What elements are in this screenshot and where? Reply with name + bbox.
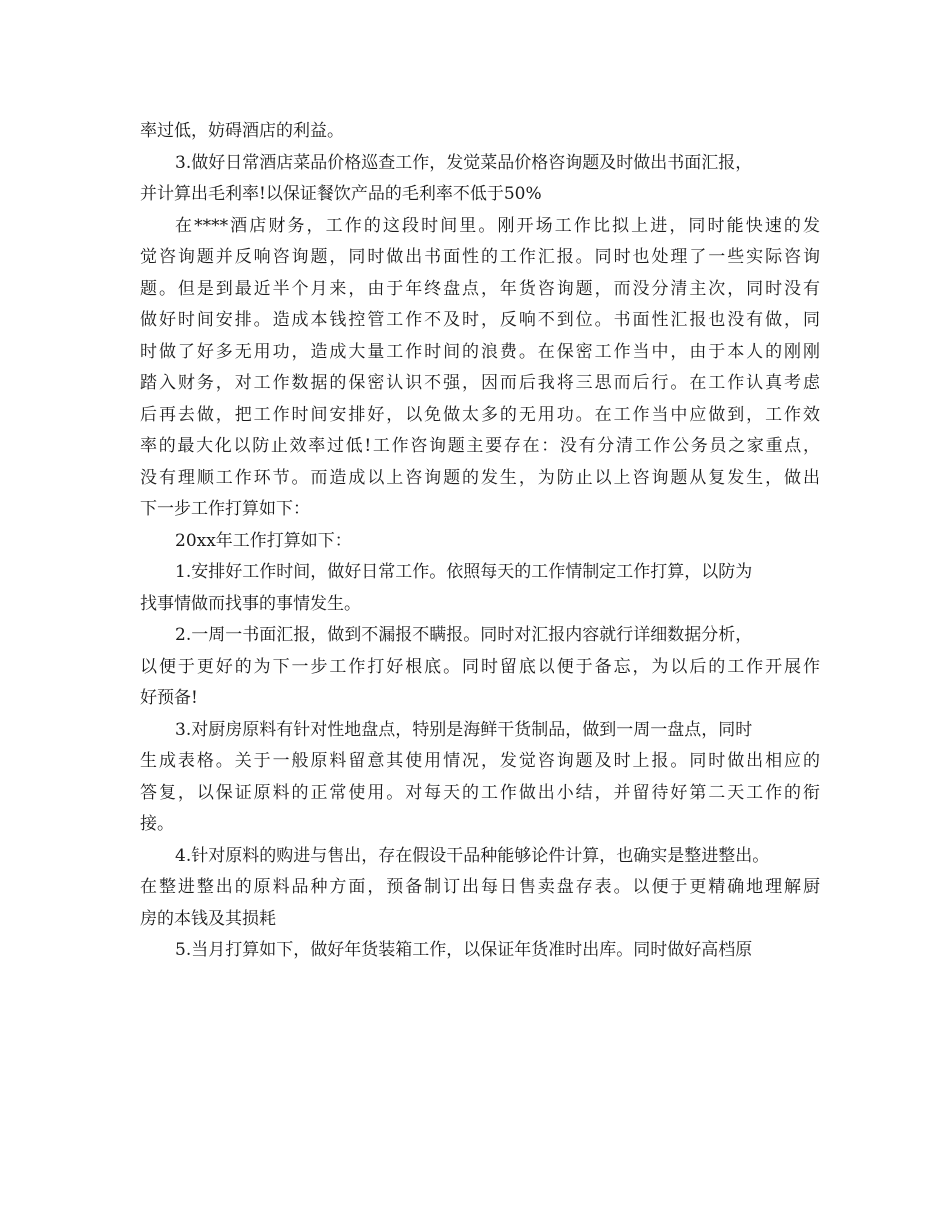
text-line: 下一步工作打算如下：: [140, 499, 310, 519]
text-line: 后再去做，把工作时间安排好，以免做太多的无用功。在工作当中应做到，工作效: [140, 404, 820, 425]
text-line: 生成表格。关于一般原料留意其使用情况，发觉咨询题及时上报。同时做出相应的: [140, 751, 820, 771]
text-line: 2.一周一书面汇报，做到不漏报不瞒报。同时对汇报内容就行详细数据分析，: [175, 625, 753, 645]
text-line: 并计算出毛利率!以保证餐饮产品的毛利率不低于50%: [140, 184, 542, 204]
text-line: 觉咨询题并反响咨询题，同时做出书面性的工作汇报。同时也处理了一些实际咨询: [140, 247, 820, 267]
text-line: 房的本钱及其损耗: [140, 908, 276, 929]
text-line: 以便于更好的为下一步工作打好根底。同时留底以便于备忘，为以后的工作开展作: [140, 656, 820, 677]
text-line: 在整进整出的原料品种方面，预备制订出每日售卖盘存表。以便于更精确地理解厨: [140, 877, 820, 897]
text-line: 做好时间安排。造成本钱控管工作不及时，反响不到位。书面性汇报也没有做，同: [140, 310, 820, 330]
text-line: 接。: [140, 814, 174, 834]
text-line: 答复，以保证原料的正常使用。对每天的工作做出小结，并留待好第二天工作的衔: [140, 782, 820, 803]
text-line: 题。但是到最近半个月来，由于年终盘点，年货咨询题，而没分清主次，同时没有: [140, 278, 820, 299]
text-line: 20xx年工作打算如下：: [175, 530, 352, 551]
text-line: 找事情做而找事的事情发生。: [140, 593, 361, 614]
text-line: 踏入财务，对工作数据的保密认识不强，因而后我将三思而后行。在工作认真考虑: [140, 373, 820, 393]
text-line: 5.当月打算如下，做好年货装箱工作，以保证年货准时出库。同时做好高档原: [175, 940, 753, 960]
text-line: 率的最大化以防止效率过低!工作咨询题主要存在：没有分清工作公务员之家重点，: [140, 436, 820, 456]
text-line: 没有理顺工作环节。而造成以上咨询题的发生，为防止以上咨询题从复发生，做出: [140, 467, 820, 488]
text-line: 1.安排好工作时间，做好日常工作。依照每天的工作情制定工作打算，以防为: [175, 562, 753, 582]
text-line: 3.做好日常酒店菜品价格巡查工作，发觉菜品价格咨询题及时做出书面汇报，: [175, 152, 753, 173]
document-body: [140, 116, 820, 967]
text-line: 3.对厨房原料有针对性地盘点，特别是海鲜干货制品，做到一周一盘点，同时: [175, 719, 753, 740]
text-line: 时做了好多无用功，造成大量工作时间的浪费。在保密工作当中，由于本人的刚刚: [140, 341, 820, 362]
text-line: 4.针对原料的购进与售出，存在假设干品种能够论件计算，也确实是整进整出。: [175, 845, 770, 866]
text-line: 好预备!: [140, 688, 198, 708]
text-line: 率过低，妨碍酒店的利益。: [140, 121, 344, 141]
text-line: 在****酒店财务，工作的这段时间里。刚开场工作比拟上进，同时能快速的发: [175, 215, 820, 236]
